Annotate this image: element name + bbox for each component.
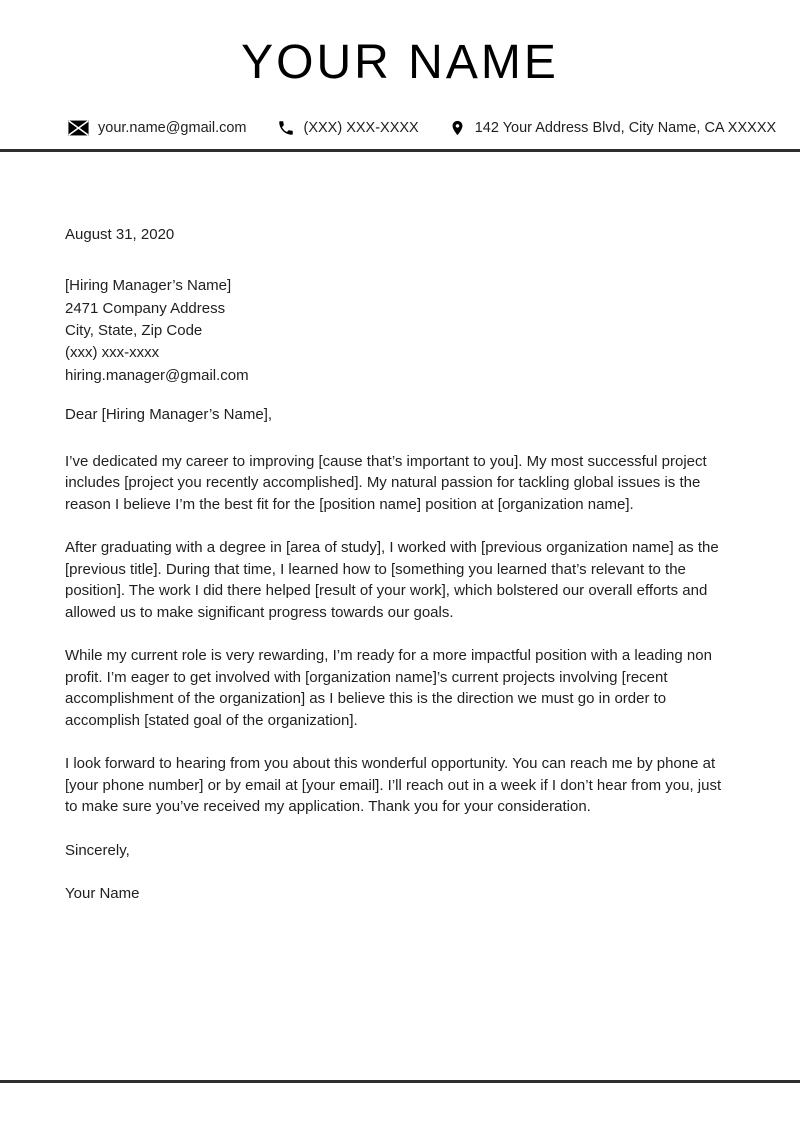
signature-name: Your Name — [65, 885, 140, 903]
email-icon — [68, 120, 89, 136]
phone-icon — [277, 119, 295, 137]
contact-address — [449, 117, 776, 139]
body-paragraph-1: I’ve dedicated my career to improving [cause that’s important to you]. My most successful project includes [project you recently accomplished]. My natural passion for tackling global issues is the reason I believe I’m the best fit for the [position name] position at [organization name]. — [65, 452, 707, 513]
recipient-phone: (xxx) xxx-xxxx — [65, 344, 160, 362]
recipient-street: 2471 Company Address — [65, 299, 226, 317]
recipient-name: [Hiring Manager’s Name] — [65, 277, 232, 295]
location-pin-icon — [449, 117, 466, 139]
contact-email-text: your.name@gmail.com — [98, 119, 247, 136]
contact-phone-text: (XXX) XXX-XXXX — [303, 119, 419, 136]
salutation: Dear [Hiring Manager’s Name], — [65, 406, 273, 424]
contact-email — [68, 120, 247, 136]
body-paragraph-3: While my current role is very rewarding, I’m ready for a more impactful position with a leading non profit. I’m eager to get involved with [organization name]’s current projects involving [recent accomplishment of the organization] as I believe this is the direction we must go in order to accomplish [stated goal of the organization]. — [65, 647, 712, 729]
recipient-city-state-zip: City, State, Zip Code — [65, 321, 203, 339]
body-paragraph-4: I look forward to hearing from you about this wonderful opportunity. You can reach me by phone at [your phone number] or by email at [your email]. I’ll reach out in a week if I don’t hear from you, just to make sure you’ve received my application. Thank you for your consideration. — [65, 755, 722, 816]
recipient-email: hiring.manager@gmail.com — [65, 366, 249, 384]
contact-phone — [277, 119, 419, 137]
contact-address-text: 142 Your Address Blvd, City Name, CA XXXXX — [474, 119, 777, 136]
contact-bar — [0, 116, 800, 140]
letter-body — [0, 152, 800, 905]
footer-divider — [0, 1080, 800, 1083]
letter-date: August 31, 2020 — [65, 225, 175, 243]
closing: Sincerely, — [65, 841, 130, 859]
body-paragraph-2: After graduating with a degree in [area of study], I worked with [previous organization name] as the [previous title]. During that time, I learned how to [something you learned that’s relevant to the position]. The work I did there helped [result of your work], which bolstered our overall efforts and allowed us to make significant progress towards our goals. — [65, 539, 719, 621]
recipient-block — [65, 275, 736, 387]
page-title: YOUR NAME — [241, 36, 559, 89]
